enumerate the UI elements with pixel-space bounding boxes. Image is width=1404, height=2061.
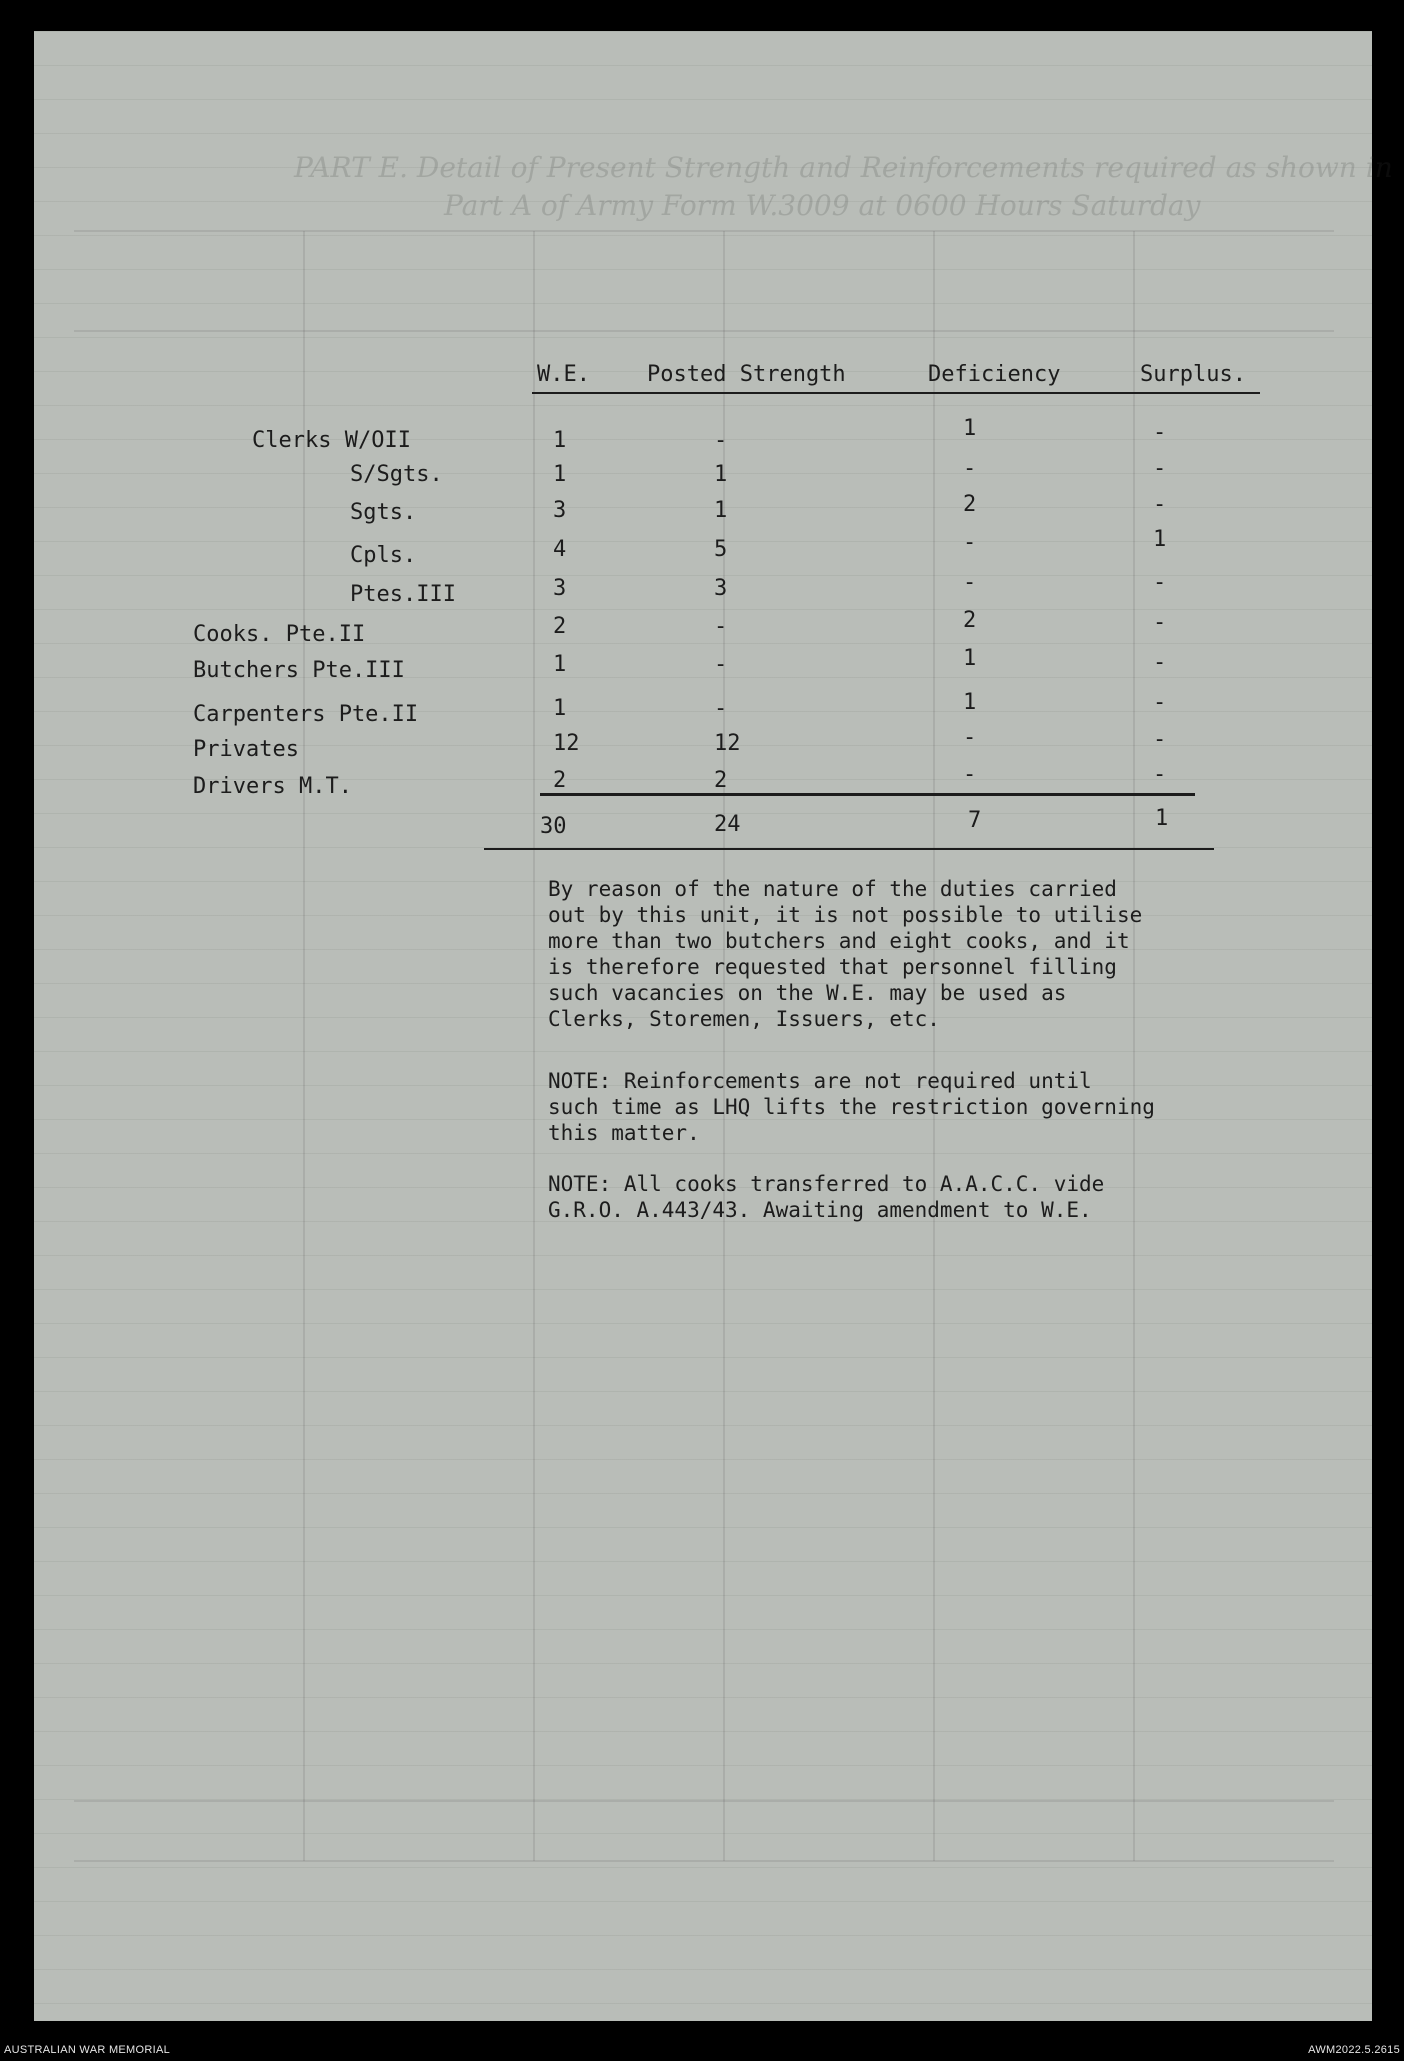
cell-surplus: 1 [1153, 527, 1167, 552]
ghost-title-line2: Part A of Army Form W.3009 at 0600 Hours Saturday [444, 189, 1201, 222]
cell-we: 1 [553, 696, 567, 721]
cell-we: 1 [553, 652, 567, 677]
cell-posted: - [714, 428, 728, 453]
cell-we: 1 [553, 428, 567, 453]
header-posted-strength: Posted Strength [647, 362, 846, 387]
cell-surplus: - [1153, 492, 1167, 517]
cell-deficiency: 1 [963, 690, 977, 715]
cell-we: 4 [553, 537, 567, 562]
cell-posted: - [714, 652, 728, 677]
cell-we: 2 [553, 768, 567, 793]
cell-we: 2 [553, 614, 567, 639]
cell-deficiency: 2 [963, 492, 977, 517]
footer-institution: AUSTRALIAN WAR MEMORIAL [4, 2044, 171, 2056]
row-label: Ptes.III [350, 582, 456, 607]
cell-posted: 3 [714, 576, 728, 601]
header-deficiency: Deficiency [928, 362, 1061, 387]
row-label: Cooks. Pte.II [193, 622, 366, 647]
total-surplus: 1 [1155, 806, 1169, 831]
cell-deficiency: - [963, 456, 977, 481]
cell-posted: - [714, 614, 728, 639]
cell-surplus: - [1153, 420, 1167, 445]
header-we: W.E. [537, 362, 590, 387]
total-deficiency: 7 [968, 808, 982, 833]
cell-surplus: - [1153, 570, 1167, 595]
cell-deficiency: 1 [963, 646, 977, 671]
cell-deficiency: 1 [963, 416, 977, 441]
cell-surplus: - [1153, 650, 1167, 675]
cell-posted: 5 [714, 537, 728, 562]
note-cooks-transferred: NOTE: All cooks transferred to A.A.C.C. vide G.R.O. A.443/43. Awaiting amendment to W.E. [548, 1172, 1105, 1222]
row-label: Carpenters Pte.II [193, 702, 419, 727]
row-label: Clerks W/OII [252, 428, 411, 453]
footer-reference: AWM2022.5.2615 [1308, 2044, 1400, 2056]
cell-we: 3 [553, 498, 567, 523]
cell-surplus: - [1153, 762, 1167, 787]
cell-we: 12 [553, 731, 580, 756]
cell-deficiency: - [963, 725, 977, 750]
row-label: Privates [193, 737, 299, 762]
totals-bottom-rule [484, 848, 1214, 850]
header-underline [532, 392, 1260, 394]
cell-deficiency: - [963, 570, 977, 595]
cell-deficiency: - [963, 762, 977, 787]
cell-surplus: - [1153, 727, 1167, 752]
row-label: Cpls. [350, 543, 417, 568]
cell-surplus: - [1153, 690, 1167, 715]
cell-we: 3 [553, 576, 567, 601]
cell-posted: 1 [714, 462, 728, 487]
header-surplus: Surplus. [1140, 362, 1246, 387]
note-reinforcements: NOTE: Reinforcements are not required until such time as LHQ lifts the restriction governing this matter. [548, 1069, 1155, 1145]
cell-deficiency: 2 [963, 608, 977, 633]
total-posted: 24 [714, 812, 741, 837]
total-we: 30 [540, 814, 567, 839]
ghost-title-line1: PART E. Detail of Present Strength and Reinforcements required as shown in [294, 151, 1393, 184]
row-label: Butchers Pte.III [193, 658, 405, 683]
explanation-paragraph: By reason of the nature of the duties carried out by this unit, it is not possible to utilise more than two butchers and eight cooks, and it is therefore requested that personnel filling such vacancies on the W.E. may be used as Clerks, Storemen, Issuers, etc. [548, 877, 1143, 1031]
cell-posted: 12 [714, 731, 741, 756]
cell-we: 1 [553, 462, 567, 487]
cell-posted: 2 [714, 768, 728, 793]
row-label: Sgts. [350, 500, 417, 525]
cell-posted: - [714, 696, 728, 721]
totals-top-rule [540, 793, 1195, 796]
cell-posted: 1 [714, 498, 728, 523]
row-label: S/Sgts. [350, 462, 443, 487]
cell-deficiency: - [963, 530, 977, 555]
cell-surplus: - [1153, 456, 1167, 481]
row-label: Drivers M.T. [193, 774, 352, 799]
cell-surplus: - [1153, 610, 1167, 635]
